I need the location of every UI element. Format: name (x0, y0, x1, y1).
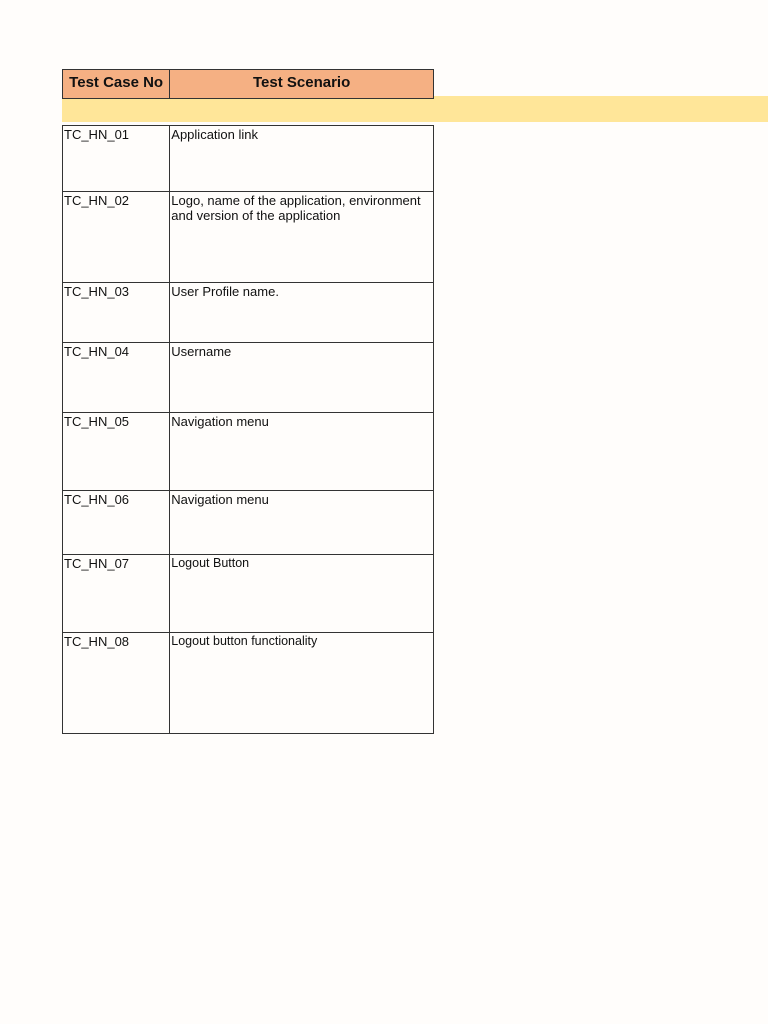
test-scenario-cell[interactable] (170, 192, 434, 283)
test-scenario: Logout button functionality (171, 634, 318, 648)
band-row (63, 99, 434, 126)
test-scenario-cell[interactable] (170, 126, 434, 192)
test-case-no-cell[interactable] (63, 555, 170, 633)
test-scenario-cell[interactable] (170, 491, 434, 555)
test-case-no-cell[interactable] (63, 126, 170, 192)
test-scenario: Username (171, 344, 232, 359)
test-scenario: Logout Button (171, 556, 250, 570)
test-scenario-cell[interactable] (170, 343, 434, 413)
test-scenario-cell[interactable] (170, 633, 434, 734)
test-case-no-cell[interactable] (63, 633, 170, 734)
test-case-no-cell[interactable] (63, 192, 170, 283)
test-case-no: TC_HN_05 (64, 414, 130, 429)
test-case-no: TC_HN_08 (64, 634, 130, 649)
test-scenario: User Profile name. (171, 284, 279, 299)
test-case-no: TC_HN_02 (64, 193, 130, 208)
table-row[interactable] (63, 555, 434, 633)
test-scenario: Navigation menu (171, 414, 269, 429)
test-case-no: TC_HN_01 (64, 127, 130, 142)
table-row[interactable] (63, 192, 434, 283)
test-scenario-cell[interactable] (170, 283, 434, 343)
table-row[interactable] (63, 343, 434, 413)
test-case-table (62, 69, 434, 734)
test-case-no-cell[interactable] (63, 413, 170, 491)
header-test-case-no[interactable]: Test Case No (63, 70, 170, 99)
table-row[interactable] (63, 126, 434, 192)
test-scenario: Logo, name of the application, environment and version of the application (171, 193, 421, 223)
test-scenario: Navigation menu (171, 492, 269, 507)
test-scenario-cell[interactable] (170, 413, 434, 491)
table-header-row (63, 70, 434, 99)
header-test-scenario[interactable]: Test Scenario (170, 70, 434, 99)
test-case-no-cell[interactable] (63, 491, 170, 555)
test-case-no: TC_HN_04 (64, 344, 130, 359)
table-row[interactable] (63, 491, 434, 555)
test-case-no-cell[interactable] (63, 283, 170, 343)
test-case-no: TC_HN_07 (64, 556, 130, 571)
test-case-no: TC_HN_03 (64, 284, 130, 299)
table-row[interactable] (63, 633, 434, 734)
table-row[interactable] (63, 283, 434, 343)
test-scenario-cell[interactable] (170, 555, 434, 633)
test-case-no: TC_HN_06 (64, 492, 130, 507)
test-scenario: Application link (171, 127, 258, 142)
table-row[interactable] (63, 413, 434, 491)
test-case-no-cell[interactable] (63, 343, 170, 413)
